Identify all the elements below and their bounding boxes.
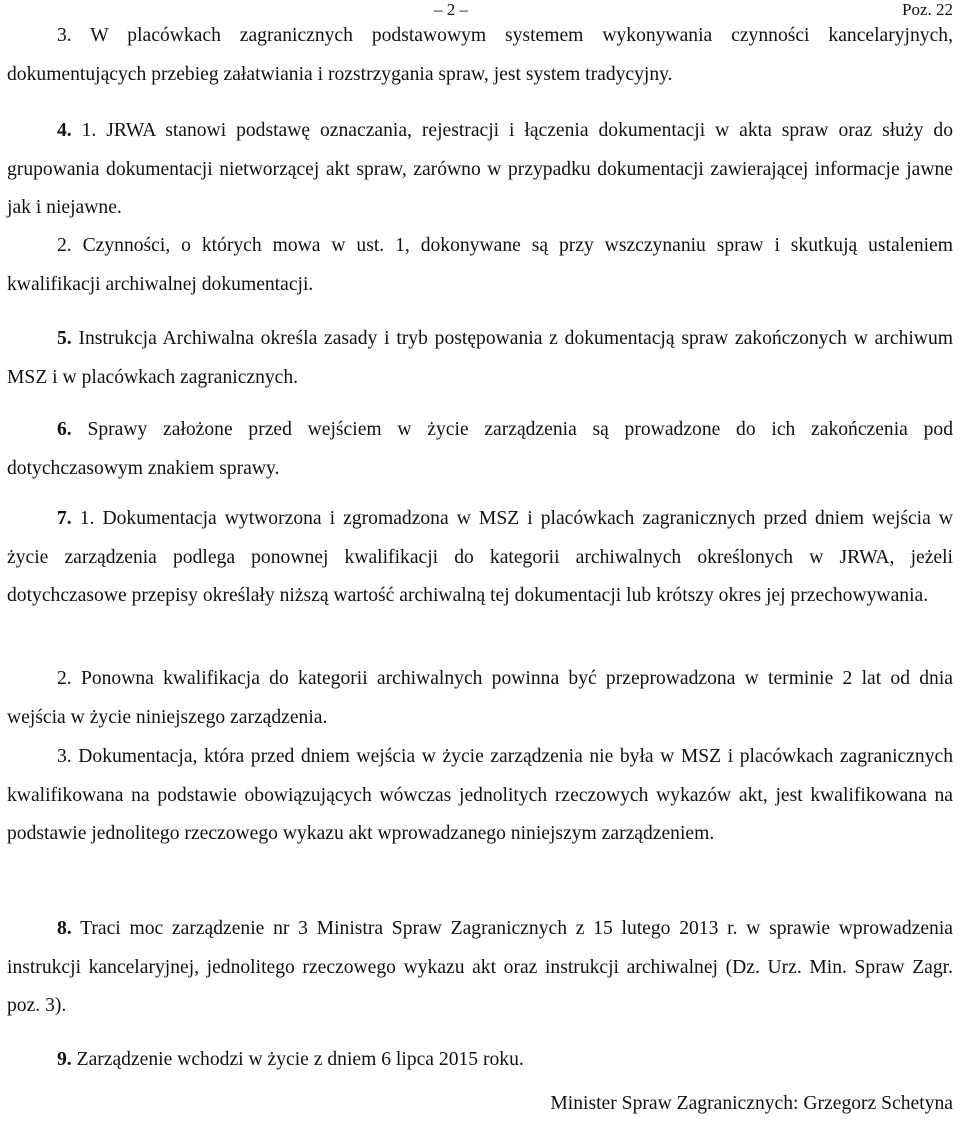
section-9-text: Zarządzenie wchodzi w życie z dniem 6 lipca 2015 roku. <box>71 1049 524 1070</box>
signature: Minister Spraw Zagranicznych: Grzegorz Schetyna <box>550 1093 953 1114</box>
section-8-text: Traci moc zarządzenie nr 3 Ministra Spraw Zagranicznych z 15 lutego 2013 r. w sprawie wprowadzenia instrukcji kancelaryjnej, jednolitego rzeczowego wykazu akt oraz instrukcji archiwalnej (Dz. Urz. Min. Spraw Zagr. poz. 3). <box>7 918 953 1016</box>
section-8 <box>7 910 953 1026</box>
section-9-number: 9. <box>57 1049 72 1070</box>
page-number: – 2 – <box>434 0 468 19</box>
paragraph-3-text: 3. W placówkach zagranicznych podstawowym systemem wykonywania czynności kancelaryjnych, dokumentujących przebieg załatwiania i rozstrzygania spraw, jest system tradycyjny. <box>7 25 953 85</box>
paragraph-3 <box>7 17 953 94</box>
section-4-point-2 <box>7 227 953 304</box>
section-4-point-1 <box>7 112 953 228</box>
section-7-point-1 <box>7 500 953 616</box>
section-4-number: 4. <box>57 120 72 141</box>
position-number: Poz. 22 <box>902 0 953 19</box>
section-4-point-2-text: 2. Czynności, o których mowa w ust. 1, dokonywane są przy wszczynaniu spraw i skutkują ustaleniem kwalifikacji archiwalnej dokumentacji. <box>7 235 953 295</box>
section-5 <box>7 320 953 397</box>
section-7-point-1-text: 1. Dokumentacja wytworzona i zgromadzona w MSZ i placówkach zagranicznych przed dniem wejścia w życie zarządzenia podlega ponownej kwalifikacji do kategorii archiwalnych określonych w JRWA, jeżeli dotychczasowe przepisy określały niższą wartość archiwalną tej dokumentacji lub krótszy okres jej przechowywania. <box>7 508 953 606</box>
section-9 <box>7 1041 953 1080</box>
section-4-point-1-text: 1. JRWA stanowi podstawę oznaczania, rejestracji i łączenia dokumentacji w akta spraw oraz służy do grupowania dokumentacji nietworzącej akt spraw, zarówno w przypadku dokumentacji zawierającej informacje jawne jak i niejawne. <box>7 120 953 218</box>
section-7-point-3-text: 3. Dokumentacja, która przed dniem wejścia w życie zarządzenia nie była w MSZ i placówkach zagranicznych kwalifikowana na podstawie obowiązujących wówczas jednolitych rzeczowych wykazów akt, jest kwalifikowana na podstawie jednolitego rzeczowego wykazu akt wprowadzanego niniejszym zarządzeniem. <box>7 746 953 844</box>
section-7-number: 7. <box>57 508 72 529</box>
section-5-text: Instrukcja Archiwalna określa zasady i tryb postępowania z dokumentacją spraw zakończonych w archiwum MSZ i w placówkach zagranicznych. <box>7 328 953 388</box>
section-6 <box>7 411 953 488</box>
section-7-point-2-text: 2. Ponowna kwalifikacja do kategorii archiwalnych powinna być przeprowadzona w terminie 2 lat od dnia wejścia w życie niniejszego zarządzenia. <box>7 668 953 728</box>
section-7-point-2 <box>7 660 953 737</box>
section-8-number: 8. <box>57 918 72 939</box>
section-7-point-3 <box>7 738 953 854</box>
section-5-number: 5. <box>57 328 72 349</box>
section-6-text: Sprawy założone przed wejściem w życie zarządzenia są prowadzone do ich zakończenia pod dotychczasowym znakiem sprawy. <box>7 419 953 479</box>
section-6-number: 6. <box>57 419 72 440</box>
